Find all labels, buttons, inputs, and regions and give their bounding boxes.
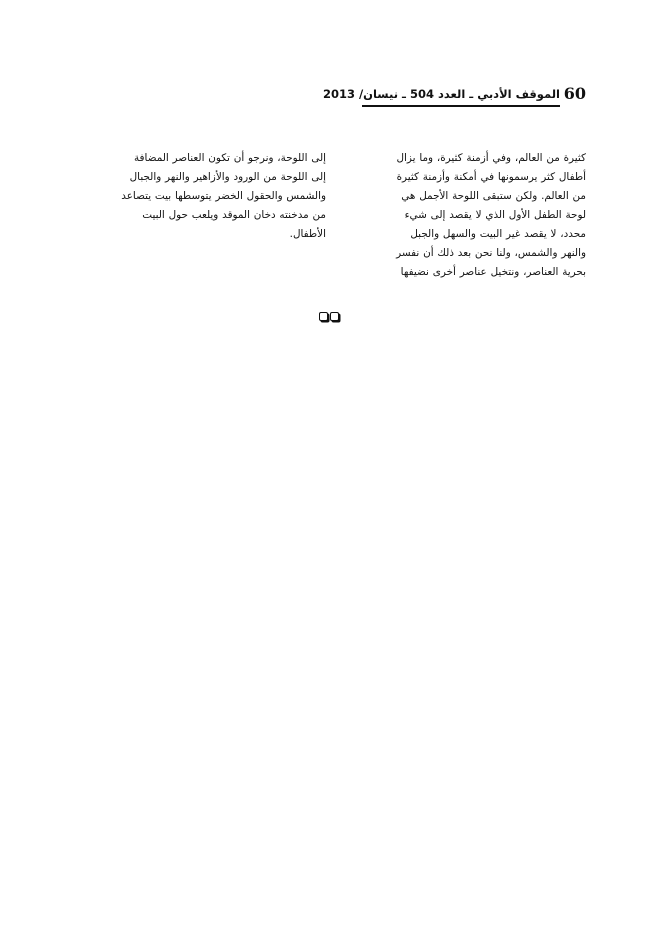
text-line: لوحة الطفل الأول الذي لا يقصد إلى شيء xyxy=(404,209,586,221)
text-line: والنهر والشمس، ولنا نحن بعد ذلك أن نفسر xyxy=(396,247,586,259)
page-header xyxy=(322,84,586,106)
text-line: الأطفال. xyxy=(289,228,326,240)
text-line: محدد، لا يقصد غير البيت والسهل والجبل xyxy=(410,228,586,240)
square-icon xyxy=(319,312,328,321)
text-line: من مدخنته دخان الموقد ويلعب حول البيت xyxy=(142,209,326,221)
text-line: إلى اللوحة من الورود والأزاهير والنهر والجبال xyxy=(129,171,326,183)
page-number: 60 xyxy=(563,84,586,103)
text-column-left xyxy=(86,149,326,244)
text-line: والشمس والحقول الخضر يتوسطها بيت يتصاعد xyxy=(121,190,326,202)
text-line: من العالم. ولكن ستبقى اللوحة الأجمل هي xyxy=(401,190,586,202)
text-column-right xyxy=(340,149,586,282)
text-line: بحرية العناصر، ونتخيل عناصر أخرى نضيفها xyxy=(400,266,586,278)
text-line: إلى اللوحة، ونرجو أن تكون العناصر المضافة xyxy=(133,152,326,164)
text-line: أطفال كثر يرسمونها في أمكنة وأزمنة كثيرة xyxy=(396,171,586,183)
running-title: الموقف الأدبي ـ العدد 504 ـ نيسان/ 2013 xyxy=(322,87,560,101)
double-square-icon xyxy=(319,312,339,321)
text-line: كثيرة من العالم، وفي أزمنة كثيرة، وما يزال xyxy=(396,152,586,164)
square-icon xyxy=(330,312,339,321)
header-rule xyxy=(362,105,560,107)
